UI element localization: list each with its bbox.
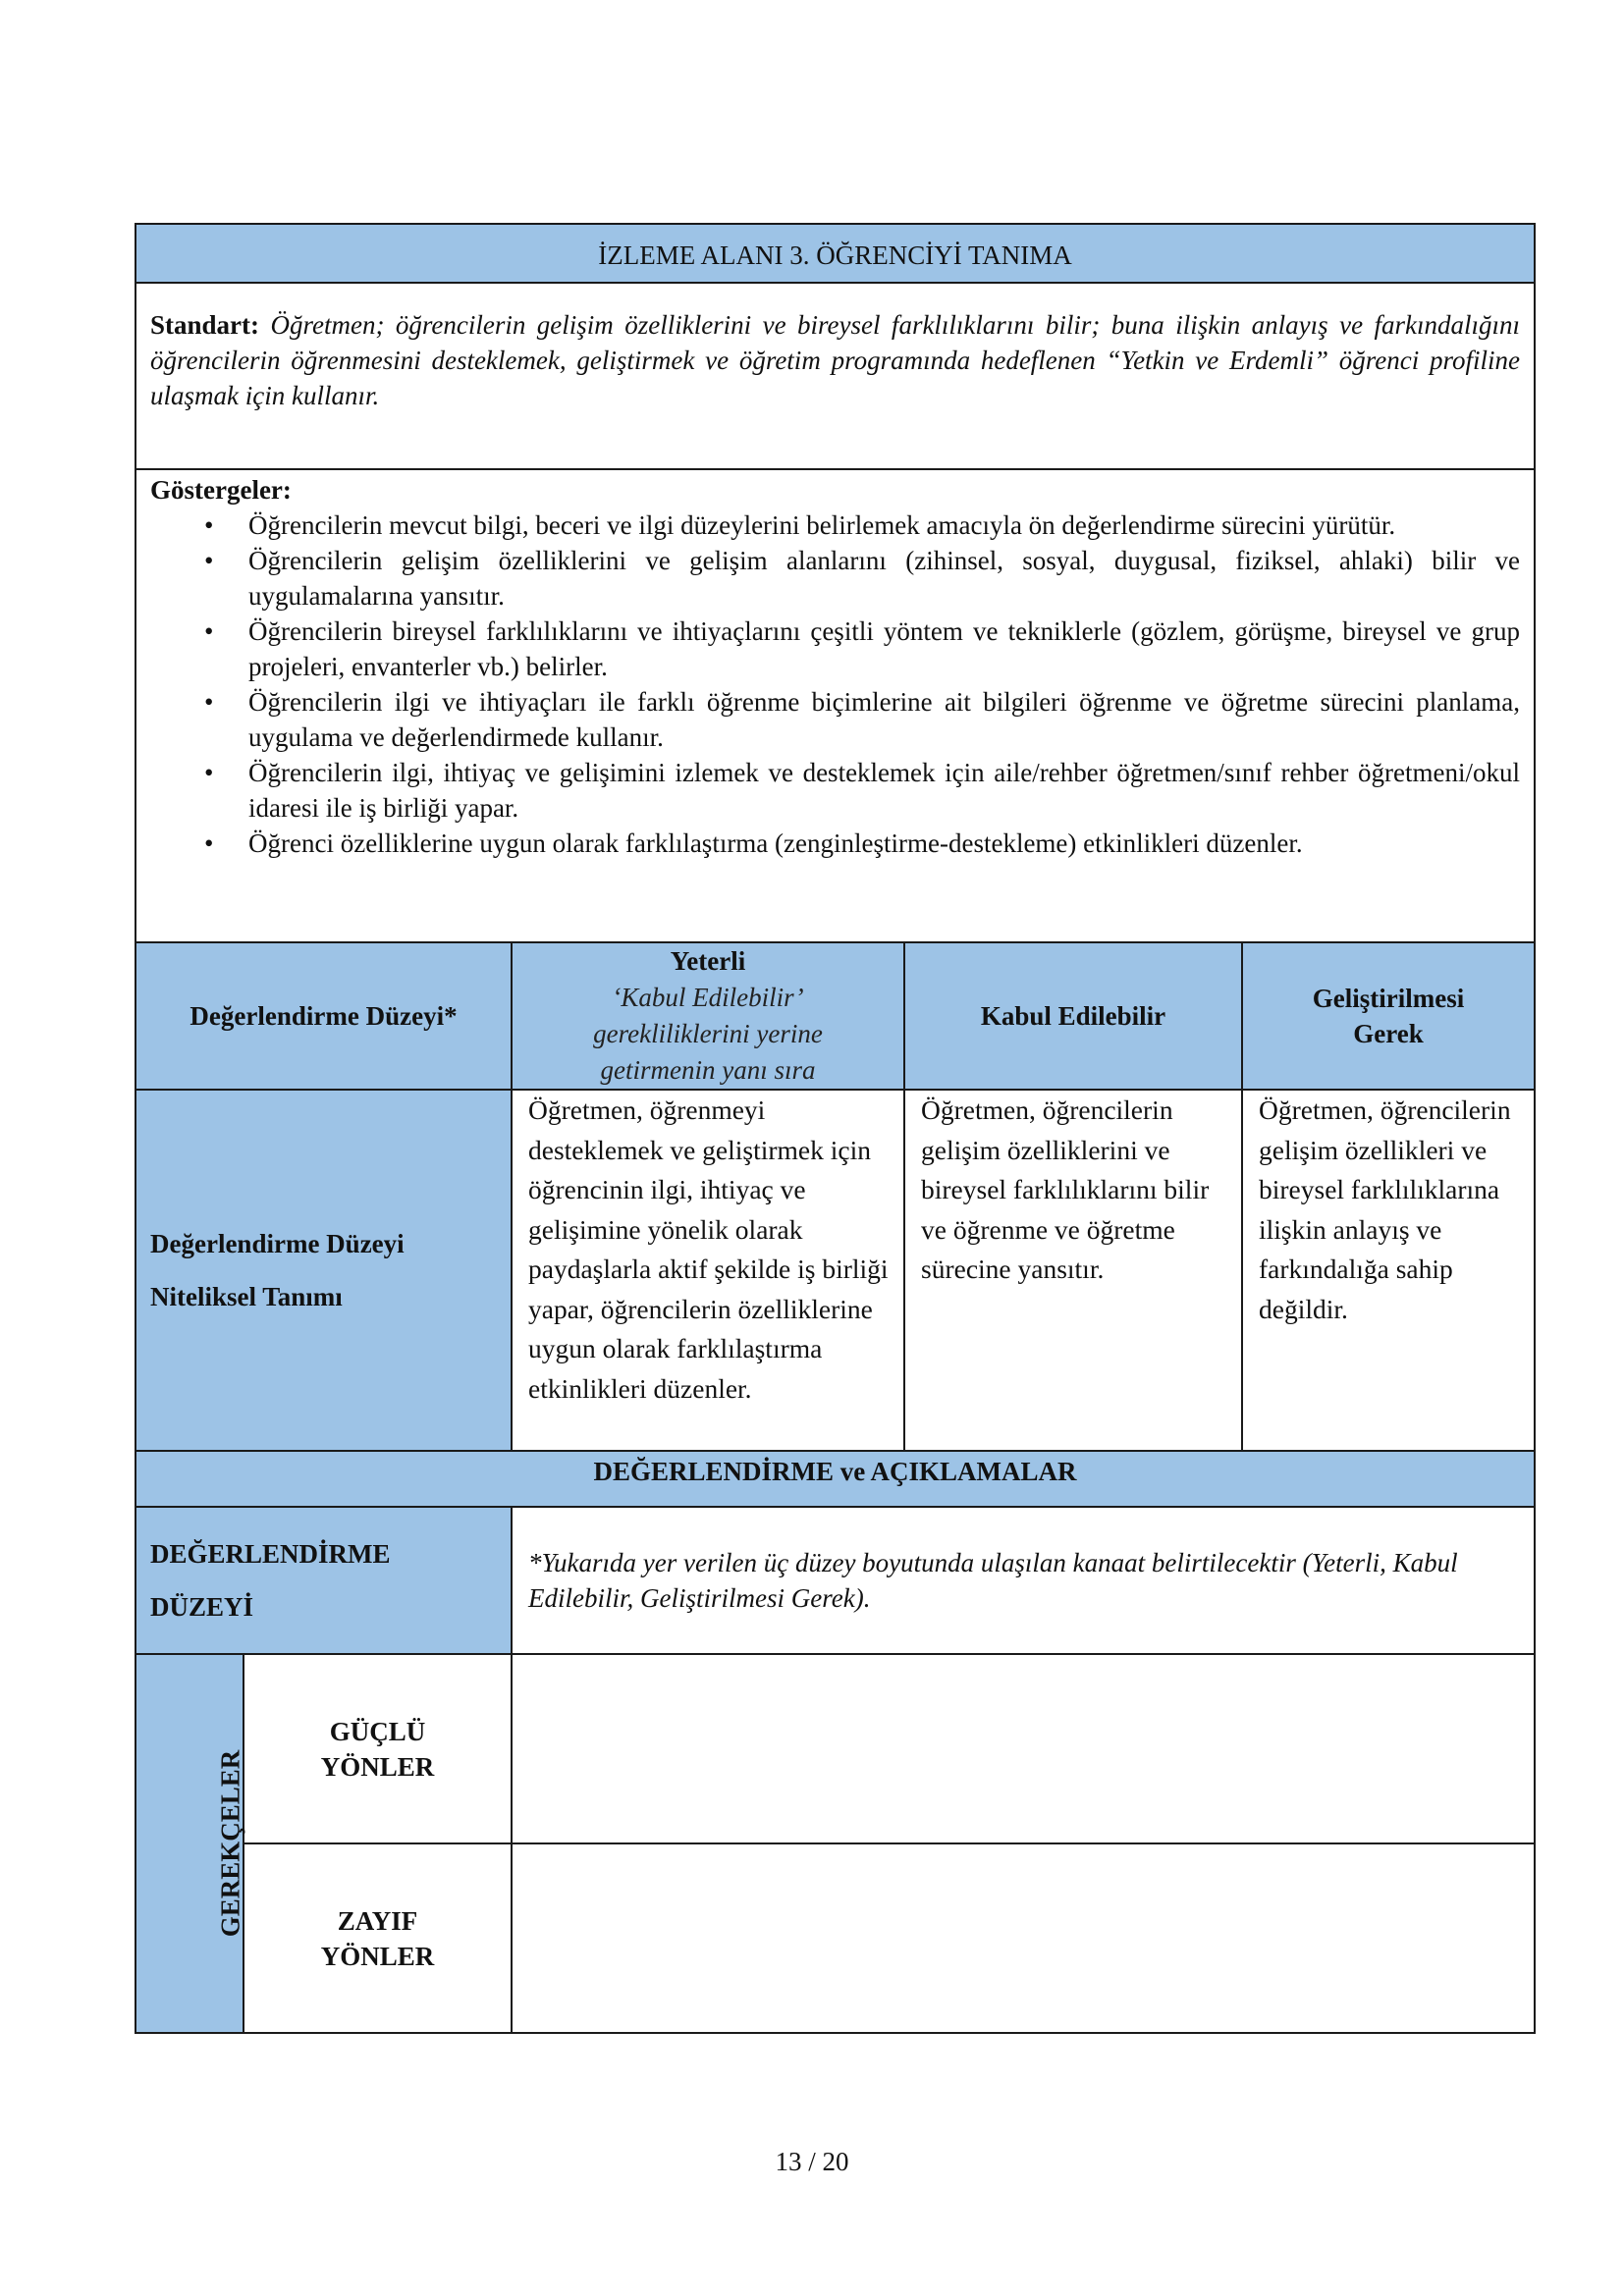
desc-sufficient xyxy=(512,1090,904,1451)
indicator-item xyxy=(150,826,1520,861)
indicator-text: Öğrencilerin ilgi, ihtiyaç ve gelişimini izlemek ve desteklemek için aile/rehber öğretmen/sınıf rehber öğretmeni/okul idaresi ile iş birliği yapar. xyxy=(248,758,1521,823)
level-header-needs-improvement xyxy=(1242,942,1535,1090)
strengths-label xyxy=(244,1654,512,1843)
indicators-title: Göstergeler: xyxy=(150,475,292,505)
standard-label: Standart: xyxy=(150,310,260,340)
desc-needs-improvement xyxy=(1242,1090,1535,1451)
level-header-acceptable xyxy=(904,942,1242,1090)
strengths-label-line1: GÜÇLÜ xyxy=(329,1716,426,1746)
indicator-text: Öğrencilerin ilgi ve ihtiyaçları ile farklı öğrenme biçimlerine ait bilgileri öğrenme ve öğretme sürecini planlama, uygulama ve değerlendirmede kullanır. xyxy=(248,687,1521,752)
indicators-list xyxy=(150,507,1520,861)
indicator-text: Öğrenci özelliklerine uygun olarak farklılaştırma (zenginleştirme-destekleme) etkinlikleri düzenler. xyxy=(248,828,1303,858)
strengths-label-line2: YÖNLER xyxy=(320,1751,435,1782)
level-header-label xyxy=(135,942,512,1090)
form-title xyxy=(135,224,1535,283)
strengths-input[interactable] xyxy=(512,1654,1535,1843)
level-desc-label xyxy=(135,1090,512,1451)
form-title-text: İZLEME ALANI 3. ÖĞRENCİYİ TANIMA xyxy=(598,240,1072,270)
weaknesses-label xyxy=(244,1843,512,2033)
weaknesses-label-line2: YÖNLER xyxy=(320,1941,435,1971)
indicator-item xyxy=(150,684,1520,755)
bullet-icon: • xyxy=(204,687,214,717)
bullet-icon: • xyxy=(204,828,214,858)
evaluation-level-input[interactable] xyxy=(512,1507,1535,1654)
indicator-text: Öğrencilerin bireysel farklılıklarını ve ihtiyaçlarını çeşitli yöntem ve tekniklerle (gözlem, görüşme, bireysel ve grup projeleri, envanterler vb.) belirler. xyxy=(248,616,1521,681)
evaluation-section-title-text: DEĞERLENDİRME ve AÇIKLAMALAR xyxy=(593,1457,1077,1486)
sufficient-title: Yeterli xyxy=(670,946,746,976)
indicator-item xyxy=(150,543,1520,614)
weaknesses-input[interactable] xyxy=(512,1843,1535,2033)
indicators-section xyxy=(135,469,1535,942)
bullet-icon: • xyxy=(204,758,214,787)
bullet-icon: • xyxy=(204,616,214,646)
evaluation-level-label xyxy=(135,1507,512,1654)
standard-section xyxy=(135,283,1535,469)
evaluation-section-title xyxy=(135,1451,1535,1507)
level-desc-label-line2: Niteliksel Tanımı xyxy=(150,1282,343,1311)
level-header-label-text: Değerlendirme Düzeyi* xyxy=(189,1001,458,1031)
standard-text: Öğretmen; öğrencilerin gelişim özelliklerini ve bireysel farklılıklarını bilir; buna ilişkin anlayış ve farkındalığını öğrencilerin öğrenmesini desteklemek, geliştirmek ve öğretim programında hedeflenen “Yetkin ve Erdemli” öğrenci profiline ulaşmak için kullanır. xyxy=(150,310,1521,410)
level-desc-label-line1: Değerlendirme Düzeyi xyxy=(150,1229,405,1258)
indicator-item xyxy=(150,614,1520,684)
evaluation-form xyxy=(135,223,1534,2034)
desc-needs-improvement-text: Öğretmen, öğrencilerin gelişim özellikleri ve bireysel farklılıklarına ilişkin anlayış ve farkındalığa sahip değildir. xyxy=(1259,1095,1511,1324)
evaluation-level-label-line1: DEĞERLENDİRME xyxy=(150,1539,391,1569)
acceptable-title: Kabul Edilebilir xyxy=(980,1001,1166,1031)
indicator-text: Öğrencilerin gelişim özelliklerini ve gelişim alanlarını (zihinsel, sosyal, duygusal, fiziksel, ahlaki) bilir ve uygulamalarına yansıtır. xyxy=(248,546,1521,611)
indicator-item xyxy=(150,755,1520,826)
page-number: 13 / 20 xyxy=(775,2147,849,2176)
indicator-text: Öğrencilerin mevcut bilgi, beceri ve ilgi düzeylerini belirlemek amacıyla ön değerlendirme sürecini yürütür. xyxy=(248,510,1396,540)
bullet-icon: • xyxy=(204,510,214,540)
evaluation-level-note: *Yukarıda yer verilen üç düzey boyutunda ulaşılan kanaat belirtilecektir (Yeterli, Kabul Edilebilir, Geliştirilmesi Gerek). xyxy=(528,1548,1458,1613)
bullet-icon: • xyxy=(204,546,214,575)
desc-acceptable xyxy=(904,1090,1242,1451)
needs-improvement-title: Geliştirilmesi Gerek xyxy=(1312,984,1465,1048)
desc-sufficient-text: Öğretmen, öğrenmeyi desteklemek ve geliştirmek için öğrencinin ilgi, ihtiyaç ve gelişimine yönelik olarak paydaşlarla aktif şekilde iş birliği yapar, öğrencilerin özelliklerine uygun olarak farklılaştırma etkinlikleri düzenler. xyxy=(528,1095,889,1404)
form-table xyxy=(135,223,1536,2034)
level-header-sufficient xyxy=(512,942,904,1090)
evaluation-level-label-line2: DÜZEYİ xyxy=(150,1592,254,1622)
weaknesses-label-line1: ZAYIF xyxy=(337,1905,418,1936)
indicator-item xyxy=(150,507,1520,543)
reasons-label-text: GEREKÇELER xyxy=(215,1749,245,1938)
sufficient-subtitle: ‘Kabul Edilebilir’ gerekliliklerini yerine getirmenin yanı sıra xyxy=(593,983,823,1085)
desc-acceptable-text: Öğretmen, öğrencilerin gelişim özelliklerini ve bireysel farklılıklarını bilir ve öğrenme ve öğretme sürecine yansıtır. xyxy=(921,1095,1210,1284)
reasons-label xyxy=(135,1654,244,2033)
